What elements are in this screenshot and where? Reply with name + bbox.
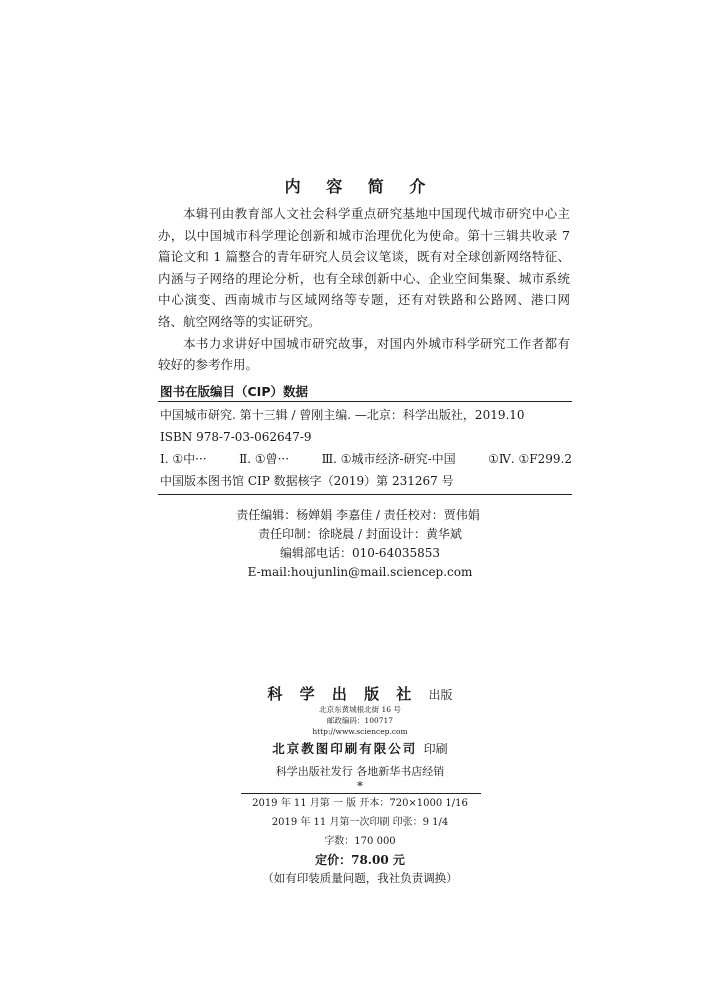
publisher-block: [0, 683, 720, 887]
publisher-line: [0, 683, 720, 704]
printer-line: [0, 739, 720, 757]
printer-name: 北京教图印刷有限公司: [272, 741, 418, 756]
distribution: 科学出版社发行 各地新华书店经销: [275, 765, 445, 778]
publisher-suffix: 出版: [428, 688, 453, 702]
cip-top-rule: [158, 401, 572, 402]
cip-check-number: 中国版本图书馆 CIP 数据核字（2019）第 231267 号: [160, 474, 454, 488]
cip-bottom-rule: [158, 494, 572, 495]
cip-class-3: Ⅲ. ①城市经济-研究-中国: [321, 452, 456, 466]
credits-printing: 责任印制：徐晓晨 / 封面设计：黄华斌: [258, 527, 462, 541]
quality-notice: （如有印装质量问题，我社负责调换）: [262, 871, 458, 885]
credits-phone: 编辑部电话：010-64035853: [279, 546, 441, 560]
cip-isbn: ISBN 978-7-03-062647-9: [160, 430, 312, 444]
cip-data: [160, 404, 572, 492]
separator-star: *: [357, 779, 363, 793]
cip-class-4: ①Ⅳ. ①F299.2: [488, 452, 572, 466]
cip-heading: 图书在版编目（CIP）数据: [160, 384, 308, 399]
publisher-website: http://www.sciencep.com: [312, 727, 408, 736]
summary-title: 内 容 简 介: [284, 177, 436, 196]
summary-paragraph-2: 本书力求讲好中国城市研究故事，对国内外城市科学研究工作者都有较好的参考作用。: [158, 335, 570, 373]
credits: [0, 506, 720, 582]
publisher-postcode: 邮政编码：100717: [326, 716, 394, 725]
word-count: 字数：170 000: [324, 836, 396, 847]
summary-body: [158, 203, 570, 376]
cip-bibliographic-line: 中国城市研究. 第十三辑 / 曾刚主编. —北京：科学出版社，2019.10: [160, 408, 525, 422]
cip-classification: [160, 448, 572, 470]
credits-email: E-mail:houjunlin@mail.sciencep.com: [247, 565, 473, 579]
edition-line-2: 2019 年 11 月第一次印刷 印张：9 1/4: [271, 817, 449, 828]
publisher-address: 北京东黄城根北街 16 号: [319, 705, 401, 714]
publisher-name: 科 学 出 版 社: [267, 685, 418, 703]
cip-class-1: Ⅰ. ①中···: [160, 452, 207, 466]
credits-editors: 责任编辑：杨婵娟 李嘉佳 / 责任校对：贾伟娟: [236, 508, 480, 522]
edition-line-1: 2019 年 11 月第 一 版 开本：720×1000 1/16: [252, 798, 468, 809]
edition-top-rule: [241, 793, 481, 794]
cip-class-2: Ⅱ. ①曾···: [239, 452, 290, 466]
price: 定价：78.00 元: [315, 853, 405, 867]
summary-paragraph-1: 本辑刊由教育部人文社会科学重点研究基地中国现代城市研究中心主办，以中国城市科学理论创新和城市治理优化为使命。第十三辑共收录 7 篇论文和 1 篇整合的青年研究人员会议笔谈，既有对全球创新网络特征、内涵与子网络的理论分析，也有全球创新中心、企业空间集聚、城市系统中心演变、西南城市与区域网络等专题，还有对铁路和公路网、港口网络、航空网络等的实证研究。: [158, 206, 570, 329]
printer-suffix: 印刷: [423, 742, 448, 756]
